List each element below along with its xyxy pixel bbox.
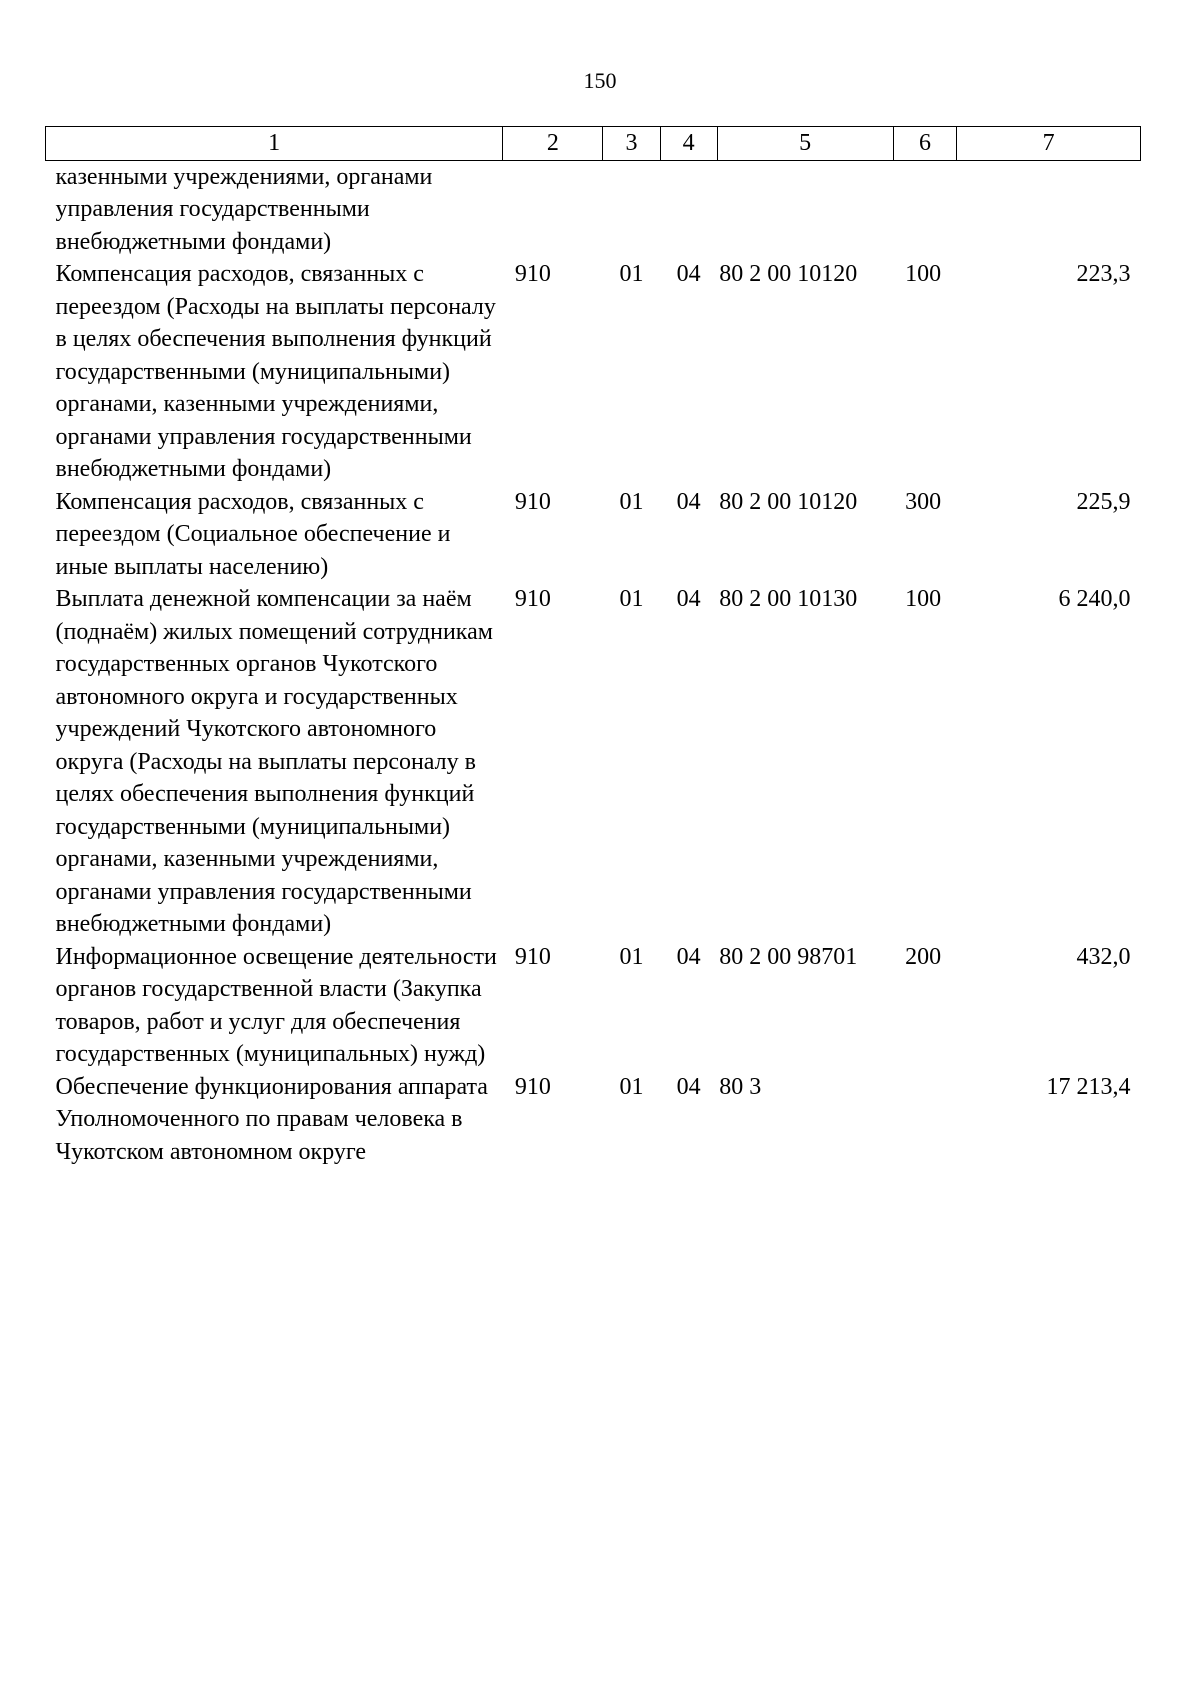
row-target-article: 80 2 00 10120	[719, 261, 858, 287]
row-subsection-code: 04	[676, 586, 701, 612]
table-row	[46, 941, 1141, 1071]
header-col-4: 4	[660, 127, 717, 161]
row-name: Компенсация расходов, связанных с переездом (Расходы на выплаты персоналу в целях обеспечения выполнения функций государственными (муниципальными) органами, казенными учреждениями, органами управления государственными внебюджетными фондами)	[55, 261, 496, 482]
row-amount	[957, 160, 1141, 258]
row-subsection-code: 04	[676, 943, 701, 970]
row-ministry-code: 910	[514, 1073, 551, 1100]
header-col-2: 2	[503, 127, 603, 161]
row-ministry-code: 910	[514, 586, 551, 612]
row-name: Компенсация расходов, связанных с переездом (Социальное обеспечение и иные выплаты населению)	[55, 488, 451, 580]
row-expense-type: 100	[905, 261, 942, 287]
row-amount: 432,0	[1076, 943, 1131, 970]
table-row	[46, 486, 1141, 584]
table-row	[46, 258, 1141, 486]
page-number: 150	[583, 68, 617, 93]
header-col-1: 1	[46, 127, 503, 161]
row-name: казенными учреждениями, органами управления государственными внебюджетными фондами)	[55, 163, 433, 255]
row-subsection-code: 04	[676, 261, 701, 287]
row-subsection-code: 04	[676, 1073, 701, 1100]
header-col-7: 7	[957, 127, 1141, 161]
header-col-6: 6	[893, 127, 957, 161]
row-expense-type: 200	[905, 943, 942, 970]
header-row	[46, 127, 1141, 161]
row-name: Информационное освещение деятельности органов государственной власти (Закупка товаров, работ и услуг для обеспечения государственных (муниципальных) нужд)	[55, 943, 497, 1067]
row-ministry-code: 910	[514, 943, 551, 970]
row-target-article: 80 2 00 10130	[719, 586, 858, 612]
header-col-5: 5	[717, 127, 893, 161]
row-expense-type	[893, 1071, 957, 1169]
header-col-3: 3	[603, 127, 660, 161]
row-amount: 225,9	[1076, 488, 1131, 515]
table-row	[46, 1071, 1141, 1169]
row-subsection-code: 04	[676, 488, 701, 515]
row-section-code: 01	[619, 488, 644, 515]
row-section-code	[603, 160, 660, 258]
row-ministry-code: 910	[514, 261, 551, 287]
row-expense-type: 300	[905, 488, 942, 515]
budget-table	[45, 126, 1141, 1168]
row-amount: 223,3	[1076, 261, 1131, 287]
row-ministry-code	[503, 160, 603, 258]
row-subsection-code	[660, 160, 717, 258]
row-section-code: 01	[619, 261, 644, 287]
row-ministry-code: 910	[514, 488, 551, 515]
row-amount: 6 240,0	[1058, 586, 1131, 612]
row-target-article: 80 3	[719, 1073, 762, 1100]
row-target-article: 80 2 00 98701	[719, 943, 858, 970]
row-name: Обеспечение функционирования аппарата Уполномоченного по правам человека в Чукотском автономном округе	[55, 1073, 488, 1165]
row-target-article	[717, 160, 893, 258]
row-amount: 17 213,4	[1046, 1073, 1131, 1100]
row-section-code: 01	[619, 943, 644, 970]
table-row	[46, 160, 1141, 258]
row-expense-type: 100	[905, 586, 942, 612]
table-row	[46, 583, 1141, 941]
row-section-code: 01	[619, 586, 644, 612]
row-target-article: 80 2 00 10120	[719, 488, 858, 515]
row-name: Выплата денежной компенсации за наём (поднаём) жилых помещений сотрудникам государственных органов Чукотского автономного округа и государственных учреждений Чукотского автономного округа (Расходы на выплаты персоналу в целях обеспечения выполнения функций государственными (муниципальными) органами, казенными учреждениями, органами управления государственными внебюджетными фондами)	[55, 586, 493, 937]
row-expense-type	[893, 160, 957, 258]
row-section-code: 01	[619, 1073, 644, 1100]
